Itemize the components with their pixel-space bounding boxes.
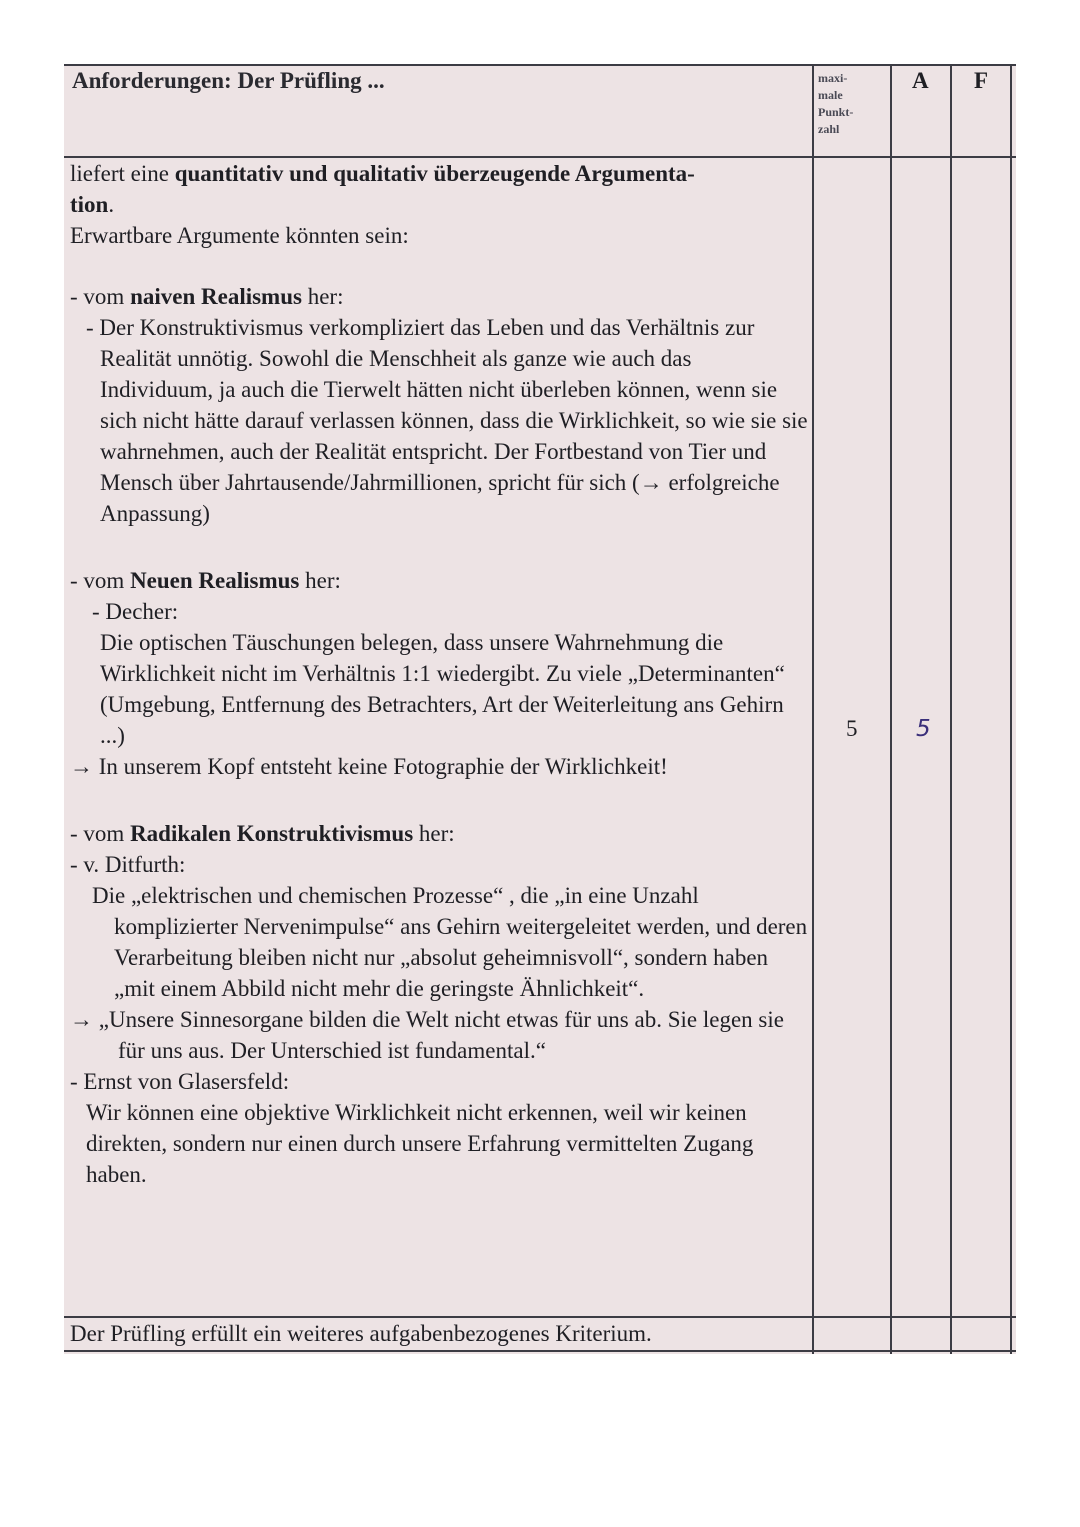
ditfurth-argument: Die „elektrischen und chemischen Prozesse“ , die „in eine Unzahl komplizierter Nervenimpulse“ ans Gehirn weitergeleitet werden, und deren Verarbeitung bleiben nicht nur „absolut geheimnisvoll“, sondern haben „mit einem Abbild nicht mehr die geringste Ähnlichkeit“.: [92, 883, 808, 1001]
additional-criterion-row: Der Prüfling erfüllt ein weiteres aufgabenbezogenes Kriterium.: [70, 1321, 652, 1346]
ditfurth-author: - v. Ditfurth:: [70, 852, 186, 877]
radical-constructivism-heading: - vom Radikalen Konstruktivismus her:: [70, 821, 455, 846]
ditfurth-conclusion: → „Unsere Sinnesorgane bilden die Welt nicht etwas für uns ab. Sie legen sie für uns aus. Der Unterschied ist fundamental.“: [70, 1007, 784, 1063]
column-divider: [1010, 64, 1012, 1354]
glasersfeld-author: - Ernst von Glasersfeld:: [70, 1069, 290, 1094]
column-divider: [890, 64, 892, 1354]
evaluation-sheet: [64, 64, 1016, 1354]
table-bottom-rule: [64, 1350, 1016, 1352]
naive-realism-argument: - Der Konstruktivismus verkompliziert das Leben und das Verhältnis zur Realität unnötig. Sowohl die Menschheit als ganze wie auch das Individuum, ja auch die Tierwelt hätten nicht überleben können, wenn sie sich nicht hätte darauf verlassen können, dass die Wirklichkeit, so wie sie sie wahrnehmen, auch der Realität entspricht. Der Fortbestand von Tier und Mensch über Jahrtausende/Jahrmillionen, spricht für sich (→ erfolgreiche Anpassung): [86, 315, 808, 526]
column-a-header: A: [912, 68, 929, 93]
header-rule: [64, 64, 1016, 66]
glasersfeld-argument: Wir können eine objektive Wirklichkeit nicht erkennen, weil wir keinen direkten, sondern nur einen durch unsere Erfahrung vermittelten Zugang haben.: [86, 1100, 754, 1187]
criteria-content: [70, 158, 810, 1190]
new-realism-heading: - vom Neuen Realismus her:: [70, 568, 341, 593]
column-a-score: 5: [916, 716, 931, 742]
column-f-header: F: [974, 68, 989, 93]
new-realism-author: - Decher:: [92, 599, 179, 624]
column-divider: [950, 64, 952, 1354]
new-realism-conclusion: → In unserem Kopf entsteht keine Fotographie der Wirklichkeit!: [70, 754, 668, 779]
max-points-value: 5: [846, 716, 858, 741]
naive-realism-heading: - vom naiven Realismus her:: [70, 284, 344, 309]
new-realism-argument: Die optischen Täuschungen belegen, dass unsere Wahrnehmung die Wirklichkeit nicht im Verhältnis 1:1 wiedergibt. Zu viele „Determinanten“ (Umgebung, Entfernung des Betrachters, Art der Weiterleitung ans Gehirn ...): [100, 630, 785, 748]
max-points-header: maxi- male Punkt- zahl: [818, 71, 854, 136]
requirements-header: Anforderungen: Der Prüfling ...: [72, 68, 385, 93]
intro-line: liefert eine quantitativ und qualitativ überzeugende Argumenta- tion.: [70, 161, 695, 217]
column-divider: [812, 64, 814, 1354]
expected-arguments-label: Erwartbare Argumente könnten sein:: [70, 223, 409, 248]
